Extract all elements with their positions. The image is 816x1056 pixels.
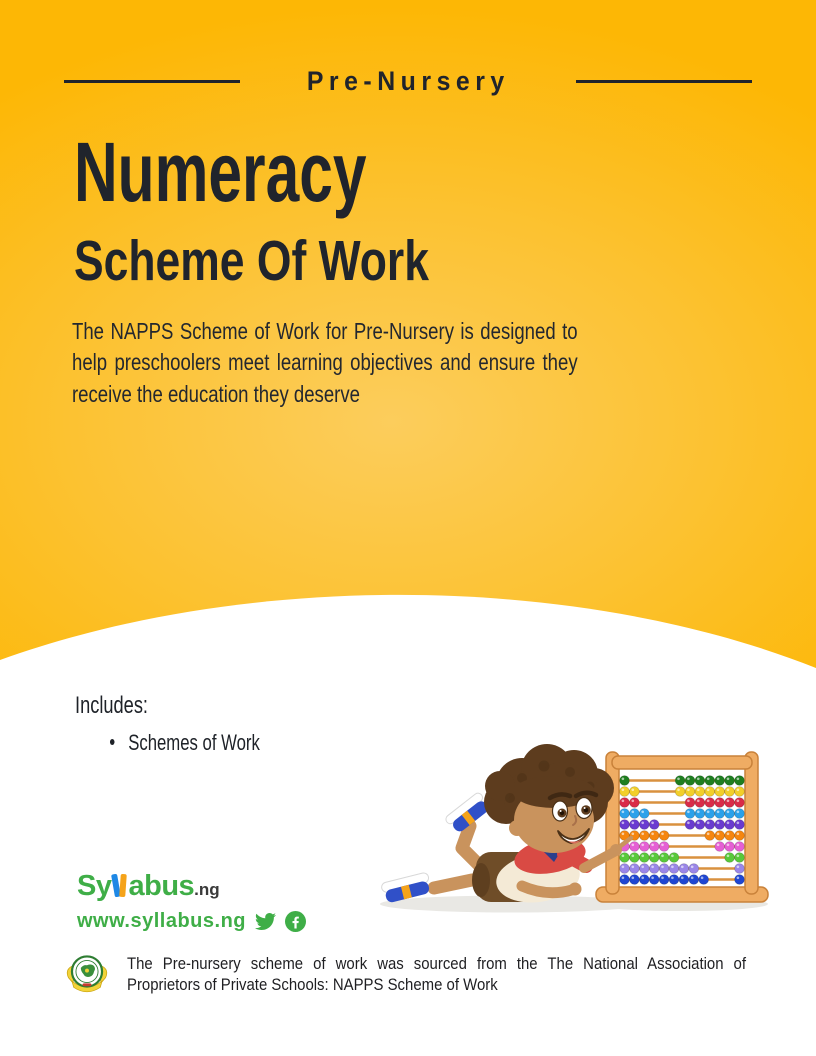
abacus-beads — [619, 776, 745, 885]
brand-links-row — [77, 910, 306, 933]
section-label-row — [0, 66, 816, 97]
child-icon — [381, 744, 631, 908]
includes-item-label: Schemes of Work — [128, 729, 260, 755]
abacus-icon — [596, 752, 768, 902]
twitter-icon[interactable] — [255, 911, 276, 932]
facebook-icon[interactable] — [285, 911, 306, 932]
logo-text-end: abus — [128, 870, 195, 902]
white-curve-divider — [0, 578, 816, 703]
child-abacus-illustration — [372, 740, 772, 918]
page-title: Numeracy — [74, 125, 367, 219]
includes-heading: Includes: — [75, 692, 149, 719]
footer-section — [64, 950, 811, 1000]
includes-section — [75, 692, 394, 756]
section-label: Pre-Nursery — [306, 66, 510, 96]
brand-block — [77, 870, 306, 933]
logo-tld: .ng — [194, 880, 220, 899]
page-description: The NAPPS Scheme of Work for Pre-Nursery is designed to help preschoolers meet learning objectives and ensure they receive the education they deserve — [72, 318, 578, 407]
logo-book-orange-icon — [120, 874, 128, 897]
bullet-icon — [110, 739, 115, 745]
napps-crest-icon — [64, 950, 110, 1000]
left-rule — [64, 80, 240, 83]
page-subtitle: Scheme Of Work — [74, 229, 429, 293]
right-rule — [576, 80, 752, 83]
logo-text-start: Sy — [77, 870, 112, 902]
syllabus-logo — [77, 870, 306, 903]
illustration-canvas — [372, 740, 772, 918]
website-link[interactable]: www.syllabus.ng — [77, 910, 247, 932]
list-item — [75, 730, 394, 756]
source-note: The Pre-nursery scheme of work was sourced from the The National Association of Proprietors of Private Schools: NAPPS Scheme of Work — [127, 955, 747, 995]
